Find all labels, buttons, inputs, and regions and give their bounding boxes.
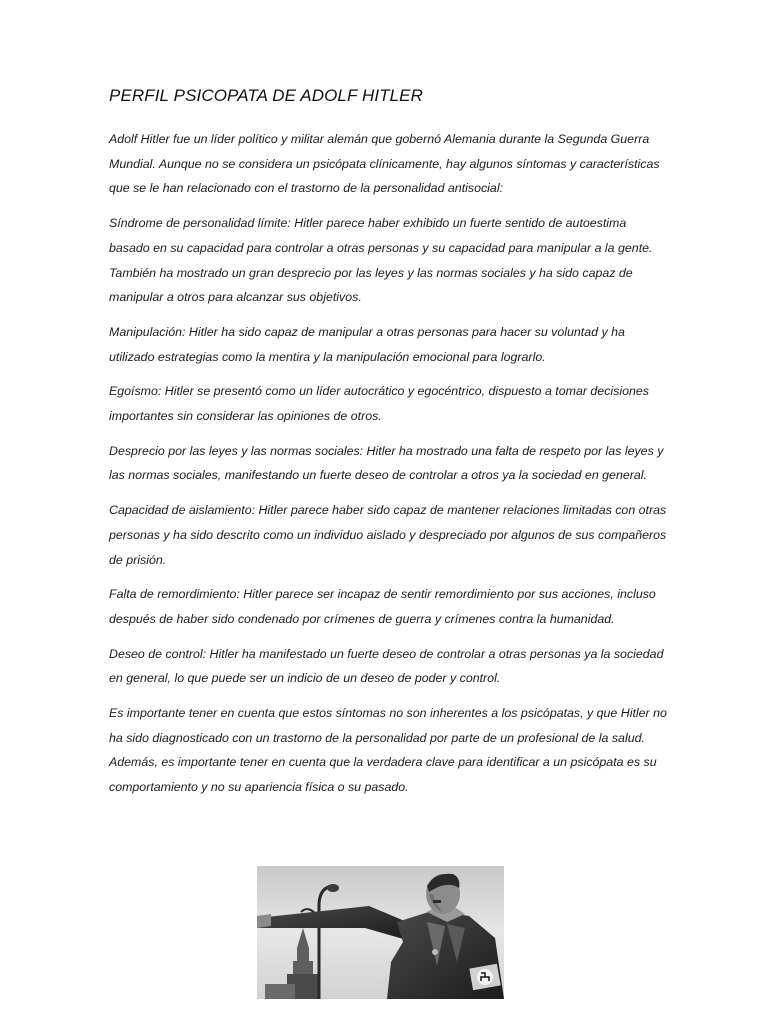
paragraph-egoismo: Egoísmo: Hitler se presentó como un líder autocrático y egocéntrico, dispuesto a tomar decisiones importantes sin considerar las opiniones de otros. [109,384,649,424]
photo-illustration [257,866,504,999]
paragraph-desprecio: Desprecio por las leyes y las normas sociales: Hitler ha mostrado una falta de respeto por las leyes y las normas sociales, manifestando un fuerte deseo de controlar a otros ya la sociedad en general. [109,443,664,483]
portrait-photo [257,866,504,999]
document-title: PERFIL PSICOPATA DE ADOLF HITLER [109,86,423,105]
paragraph-remordimiento: Falta de remordimiento: Hitler parece ser incapaz de sentir remordimiento por sus acciones, incluso después de haber sido condenado por crímenes de guerra y crímenes contra la humanidad. [109,587,656,626]
paragraph-conclusion: Es importante tener en cuenta que estos síntomas no son inherentes a los psicópatas, y que Hitler no ha sido diagnosticado con un trastorno de la personalidad por parte de un profesional de la salud. Además, es importante tener en cuenta que la verdadera clave para identificar a un psicópata es su comportamiento y no su apariencia física o su pasado. [109,706,667,795]
paragraph-aislamiento: Capacidad de aislamiento: Hitler parece haber sido capaz de mantener relaciones limitadas con otras personas y ha sido descrito como un individuo aislado y despreciado por algunos de sus compañeros de prisión. [109,503,667,567]
document-body [109,127,667,810]
paragraph-manipulacion: Manipulación: Hitler ha sido capaz de manipular a otras personas para hacer su voluntad y ha utilizado estrategias como la mentira y la manipulación emocional para lograrlo. [109,324,625,364]
paragraph-sindrome: Síndrome de personalidad límite: Hitler parece haber exhibido un fuerte sentido de autoestima basado en su capacidad para controlar a otras personas y su capacidad para manipular a la gente. También ha mostrado un gran desprecio por las leyes y las normas sociales y ha sido capaz de manipular a otros para alcanzar sus objetivos. [109,216,653,305]
paragraph-intro: Adolf Hitler fue un líder político y militar alemán que gobernó Alemania durante la Segunda Guerra Mundial. Aunque no se considera un psicópata clínicamente, hay algunos síntomas y características que se le han relacionado con el trastorno de la personalidad antisocial: [109,132,660,196]
paragraph-control: Deseo de control: Hitler ha manifestado un fuerte deseo de controlar a otras personas ya la sociedad en general, lo que puede ser un indicio de un deseo de poder y control. [109,646,664,686]
